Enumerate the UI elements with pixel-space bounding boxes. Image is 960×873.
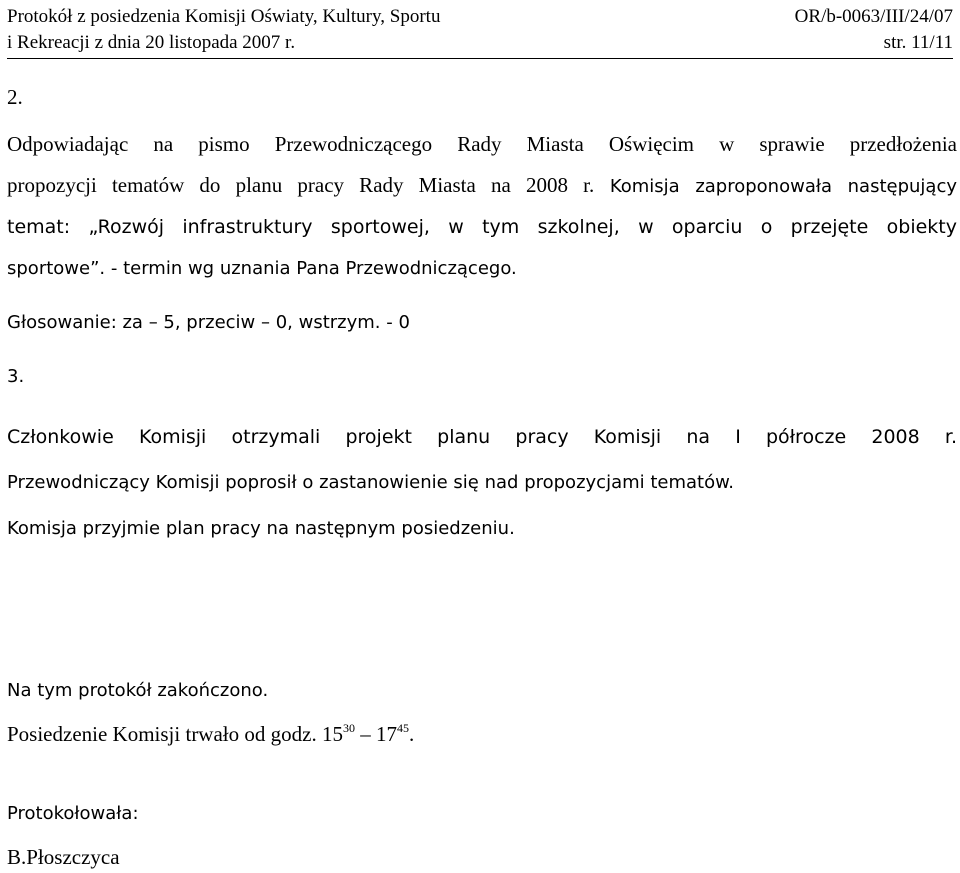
header-row-2 (7, 30, 953, 56)
header-divider (7, 58, 953, 59)
header-title-line1: Protokół z posiedzenia Komisji Oświaty, Kultury, Sportu (7, 6, 441, 27)
section-2-line-3: temat: „Rozwój infrastruktury sportowej, w tym szkolnej, w oparciu o przejęte obiekty (7, 216, 957, 238)
section-2-line-2a: propozycji tematów do planu pracy Rady Miasta na 2008 r. (7, 173, 595, 197)
header-title-line2: i Rekreacji z dnia 20 listopada 2007 r. (7, 32, 296, 53)
section-2-line-2b: Komisja zaproponowała następujący (594, 176, 957, 197)
header-row-1 (7, 4, 953, 30)
section-2-paragraph (7, 124, 957, 289)
closing-duration (7, 722, 957, 747)
start-minutes: 30 (342, 721, 355, 735)
closing-ended: Na tym protokół zakończono. (7, 680, 269, 701)
end-minutes: 45 (396, 721, 409, 735)
signature-label: Protokołowała: (7, 803, 139, 824)
section-2-number: 2. (7, 85, 23, 109)
section-3-number: 3. (7, 366, 25, 387)
section-3-line-2: Przewodniczący Komisji poprosił o zastanowienie się nad propozycjami tematów. (7, 472, 734, 493)
page-header (7, 4, 953, 56)
header-doc-number: OR/b-0063/III/24/07 (794, 6, 953, 27)
duration-prefix: Posiedzenie Komisji trwało od godz. 15 (7, 722, 343, 746)
section-3-line-3: Komisja przyjmie plan pracy na następnym posiedzeniu. (7, 518, 515, 539)
section-3-paragraph (7, 414, 957, 506)
section-3-line-1: Członkowie Komisji otrzymali projekt planu pracy Komisji na I półrocze 2008 r. (7, 426, 957, 448)
section-2-line-2 (7, 165, 957, 207)
signature-name: B.Płoszczyca (7, 845, 120, 869)
section-2-line-4: sportowe”. - termin wg uznania Pana Przewodniczącego. (7, 258, 517, 279)
section-2-vote: Głosowanie: za – 5, przeciw – 0, wstrzym. - 0 (7, 312, 410, 333)
section-2-line-1: Odpowiadając na pismo Przewodniczącego Rady Miasta Oświęcim w sprawie przedłożenia (7, 132, 957, 156)
header-page-label: str. 11/11 (883, 32, 953, 53)
duration-end-dot: . (408, 722, 415, 746)
duration-dash: – 17 (354, 722, 397, 746)
